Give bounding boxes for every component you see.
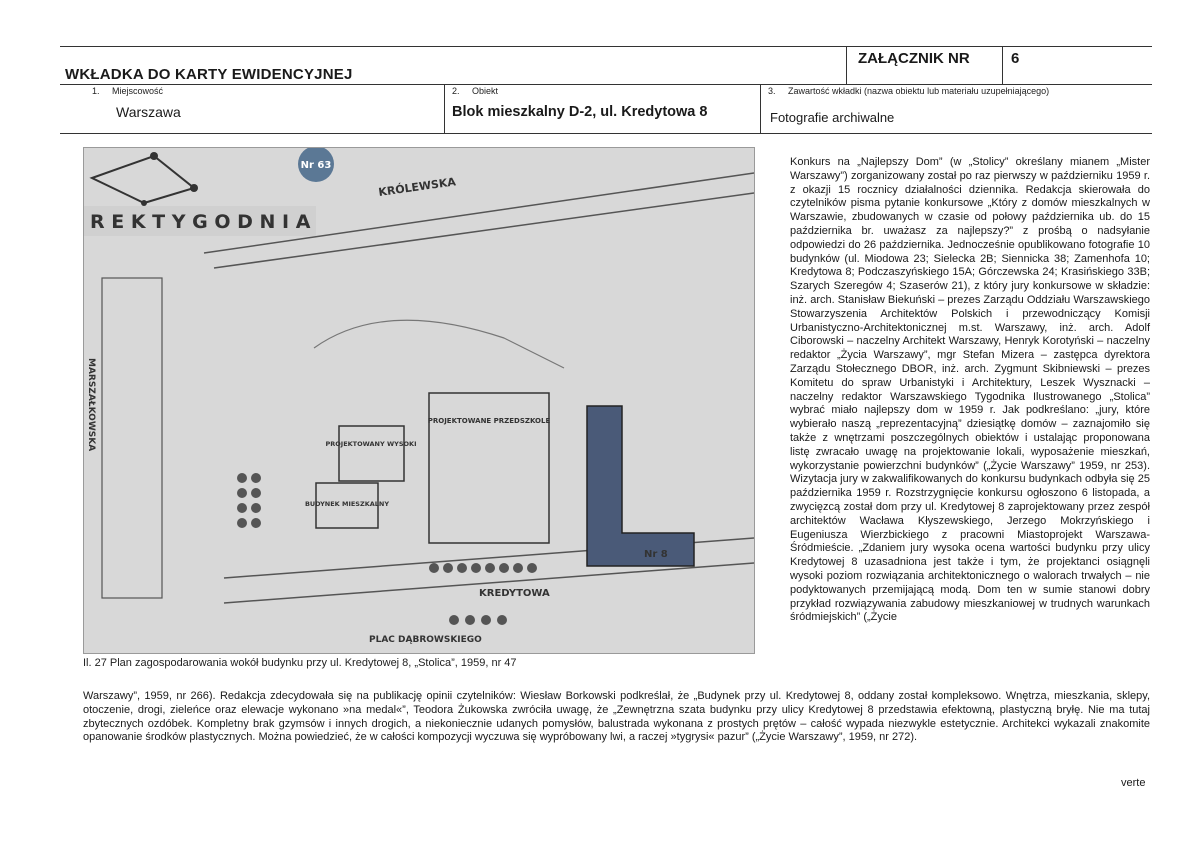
street-krolewska: KRÓLEWSKA bbox=[377, 175, 457, 199]
figure-caption: Il. 27 Plan zagospodarowania wokół budynku przy ul. Kredytowej 8, „Stolica”, 1959, nr 47 bbox=[83, 657, 517, 669]
fields-rule bbox=[60, 133, 1152, 134]
content-label: 3. Zawartość wkładki (nazwa obiektu lub materiału uzupełniającego) bbox=[768, 86, 1050, 96]
header-rule bbox=[60, 84, 1152, 85]
body-text-continuation: Warszawy”, 1959, nr 266). Redakcja zdecydowała się na publikację opinii czytelników: Wiesław Borkowski podkreślał, że „Budynek przy ul. Kredytowej 8, oddany został kompleksowo. Wnętrza, mieszkania, sklepy, otoczenie, drogi, zieleńce oraz elewacje wykonano »na medal«”, Teodora Żukowska zwróciła uwagę, że „Zewnętrzna szata budynku przy ulicy Kredytowej 8 przedstawia efektowną, plastyczną bryłę. Nie ma tutaj zbytecznych ozdóbek. Kompletny brak gzymsów i innych drogich, a niekoniecznie udanych pomysłów, balustrada wykonana z prostych prętów – całość wypada niezwykle estetycznie. Architekci wykazali znakomite opanowanie środków plastycznych. Można powiedzieć, że w całości kompozycji wyczuwa się wypróbowany lwi, a raczej »tygrysi« pazur” („Życie Warszawy”, 1959, nr 272). bbox=[83, 690, 1150, 744]
logo-dot-1 bbox=[150, 152, 158, 160]
street-marszalkowska: MARSZAŁKOWSKA bbox=[86, 358, 96, 452]
object-label: 2. Obiekt bbox=[452, 86, 499, 96]
issue-badge-text: Nr 63 bbox=[300, 160, 332, 171]
label-projektowany-wysoki: PROJEKTOWANY WYSOKI bbox=[325, 440, 417, 448]
locality-label: 1. Miejscowość bbox=[92, 86, 164, 96]
label-projektowane-przedszkole: PROJEKTOWANE PRZEDSZKOLE bbox=[427, 417, 551, 425]
logo-text: R E K T Y G O D N I A bbox=[90, 211, 311, 233]
object-value: Blok mieszkalny D-2, ul. Kredytowa 8 bbox=[452, 104, 708, 120]
street-kredytowa: KREDYTOWA bbox=[479, 588, 550, 599]
attachment-divider-left bbox=[846, 46, 847, 84]
site-plan-image bbox=[83, 147, 755, 654]
logo-dot-2 bbox=[190, 184, 198, 192]
logo-dot-3 bbox=[141, 200, 147, 206]
form-title: WKŁADKA DO KARTY EWIDENCYJNEJ bbox=[65, 66, 353, 83]
label-budynek-mieszkalny: BUDYNEK MIESZKALNY bbox=[304, 500, 390, 508]
attachment-divider-right bbox=[1002, 46, 1003, 84]
label-nr8: Nr 8 bbox=[644, 549, 668, 560]
body-text-column: Konkurs na „Najlepszy Dom” (w „Stolicy” określany mianem „Mister Warszawy”) zorganizowany został po raz pierwszy w październiku 1959 r. z okazji 15 rocznicy działalności dziennika. Redakcja skierowała do czytelników pisma pytanie konkursowe „Który z domów mieszkalnych w Warszawie, zbudowanych w czasie od połowy października ub. do 15 października br. uważasz za najlepszy?” z prośbą o nadsyłanie odpowiedzi do 26 października. Jednocześnie opublikowano fotografie 10 budynków (ul. Miodowa 23; Sielecka 2B; Siennicka 38; Zamenhofa 10; Kredytowa 8; Podczaszyńskiego 15A; Górczewska 24; Krasińskiego 33B; Szarych Szeregów 4; Szaserów 21), z który jury konkursowe w składzie: inż. arch. Stanisław Biekuński – prezes Zarządu Oddziału Warszawskiego Stowarzyszenia Architektów Polskich i przewodniczący Komisji Urbanistyczno-Architektonicznej m.st. Warszawy, inż. arch. Adolf Ciborowski – naczelny Architekt Warszawy, Henryk Korotyński – naczelny redaktor „Życia Warszawy”, mgr Stefan Mizera – zastępca dyrektora Zarządu Stołecznego DBOR, inż. arch. Zygmunt Skibniewski – prezes Komitetu do spraw Urbanistyki i Architektury, Leszek Wysznacki – naczelny redaktor Warszawskiego Tygodnika Ilustrowanego „Stolica” wybrać miało najlepszy dom w 1959 r. Jak podkreślano: „jury, które wybierało naszą „reprezentacyjną” dziesiątkę domów – zaznajomiło się także z wnętrzami poszczególnych obiektów i ustalając proponowana listę zwracało uwagę na projektowanie lokali, wyposażenie mieszkań, wykorzystanie powierzchni budynków” („Życie Warszawy” 1959, nr 253). Wizytacja jury w zakwalifikowanych do konkursu budynkach odbyła się 25 października 1959 r. Rozstrzygnięcie konkursu ogłoszono 6 listopada, a zwycięzcą został dom przy ul. Kredytowej 8 zaprojektowany przez zespół architektów Wacława Kłyszewskiego, Jerzego Mokrzyńskiego i Eugeniusza Wierzbickiego z pracowni Miastoprojekt Warszawa-Śródmieście. „Zdaniem jury wysoka ocena wartości budynku przy ulicy Kredytowej 8 uzasadniona jest także i tym, że projektanci osiągnęli wysoki poziom rozwiązania architektonicznego o walorach trwałych – nie podyktowanych przemijającą modą. Dom ten w sumie stanowi dobry przykład rozwiązywania zabudowy mieszkaniowej w trudnych warunkach śródmiejskich” („Życie bbox=[790, 156, 1150, 624]
attachment-label: ZAŁĄCZNIK NR bbox=[858, 50, 970, 67]
square-dabrowskiego: PLAC DĄBROWSKIEGO bbox=[369, 635, 482, 645]
content-value: Fotografie archiwalne bbox=[770, 110, 895, 125]
top-rule bbox=[60, 46, 1152, 47]
fields-divider-1 bbox=[444, 84, 445, 133]
fields-divider-2 bbox=[760, 84, 761, 133]
locality-value: Warszawa bbox=[116, 104, 181, 120]
attachment-number: 6 bbox=[1011, 50, 1020, 67]
verte-note: verte bbox=[1121, 777, 1146, 789]
site-plan-drawing bbox=[84, 148, 754, 653]
